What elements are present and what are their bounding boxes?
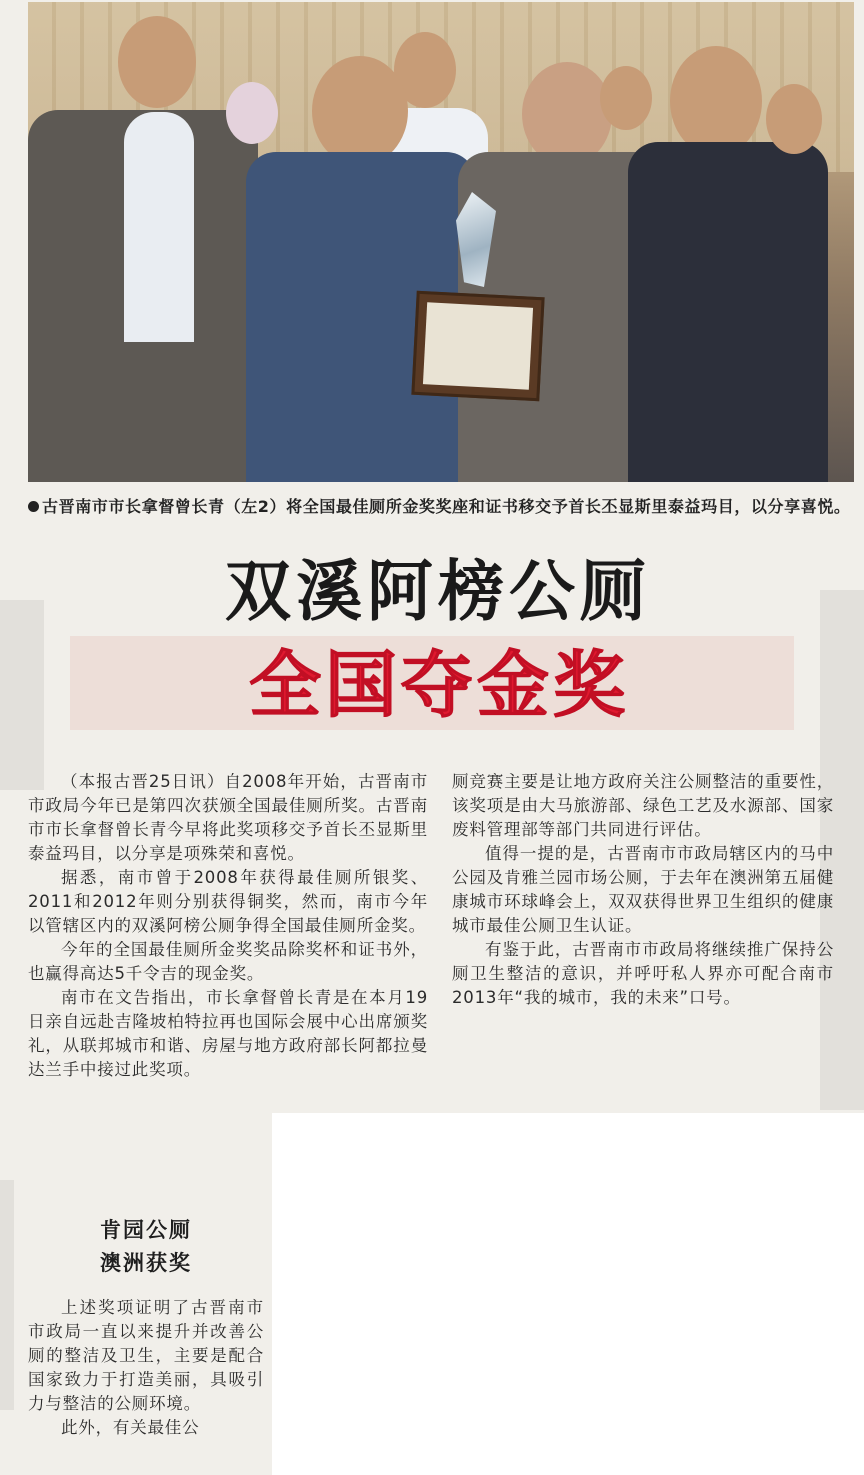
person-head: [118, 16, 196, 108]
person-head: [312, 56, 408, 166]
subheading-line: 澳洲获奖: [100, 1251, 192, 1275]
article-column-right: [452, 770, 834, 1010]
paragraph: 上述奖项证明了古晋南市市政局一直以来提升并改善公厕的整洁及卫生，主要是配合国家致力于打造美丽，具吸引力与整洁的公厕环境。: [28, 1298, 264, 1413]
article-column-left: [28, 770, 428, 1082]
paragraph: （本报古晋25日讯）自2008年开始，古晋南市市政局今年已是第四次获颁全国最佳厕所奖。古晋南市市长拿督曾长青今早将此奖项移交予首长丕显斯里泰益玛目，以分享是项殊荣和喜悦。: [28, 772, 428, 863]
caption-text: 古晋南市市长拿督曾长青（左2）将全国最佳厕所金奖奖座和证书移交予首长丕显斯里泰益玛目，以分享喜悦。: [42, 497, 851, 516]
person-head: [766, 84, 822, 154]
headline-line-2: 全国夺金奖: [248, 643, 629, 727]
paragraph: 值得一提的是，古晋南市市政局辖区内的马中公园及肯雅兰园市场公厕，于去年在澳洲第五届健康城市环球峰会上，双双获得世界卫生组织的健康城市最佳公厕卫生认证。: [452, 844, 834, 935]
paragraph: 此外，有关最佳公: [61, 1418, 200, 1437]
person-suit: [628, 142, 828, 482]
paragraph-continuation: 厕竞赛主要是让地方政府关注公厕整洁的重要性，该奖项是由大马旅游部、绿色工艺及水源部、国家废料管理部等部门共同进行评估。: [452, 772, 834, 839]
paragraph: 南市在文告指出，市长拿督曾长青是在本月19日亲自远赴吉隆坡柏特拉再也国际会展中心出席颁奖礼，从联邦城市和谐、房屋与地方政府部长阿都拉曼达兰手中接过此奖项。: [28, 988, 428, 1079]
bullet-icon: [28, 501, 39, 512]
article-column-bottom: [28, 1296, 264, 1440]
award-certificate: [411, 291, 544, 402]
person-shirt: [124, 112, 194, 342]
adjacent-article-bleed: [0, 1180, 14, 1410]
photo-caption: [28, 494, 854, 519]
article-subheading: [28, 1214, 264, 1280]
person-head: [670, 46, 762, 156]
award-ceremony-photo: [28, 2, 854, 482]
paragraph: 据悉，南市曾于2008年获得最佳厕所银奖、2011和2012年则分别获得铜奖，然而，南市今年以管辖区内的双溪阿榜公厕争得全国最佳厕所金奖。: [28, 868, 428, 935]
person-head: [600, 66, 652, 130]
paragraph: 有鉴于此，古晋南市市政局将继续推广保持公厕卫生整洁的意识，并呼吁私人界亦可配合南市2013年“我的城市，我的未来”口号。: [452, 940, 834, 1007]
paragraph: 今年的全国最佳厕所金奖奖品除奖杯和证书外，也赢得高达5千令吉的现金奖。: [28, 940, 428, 983]
subheading-line: 肯园公厕: [100, 1218, 192, 1242]
person-head: [226, 82, 278, 144]
adjacent-article-bleed: [0, 600, 44, 790]
headline-line-1: 双溪阿榜公厕: [225, 553, 651, 630]
person-head: [522, 62, 612, 166]
